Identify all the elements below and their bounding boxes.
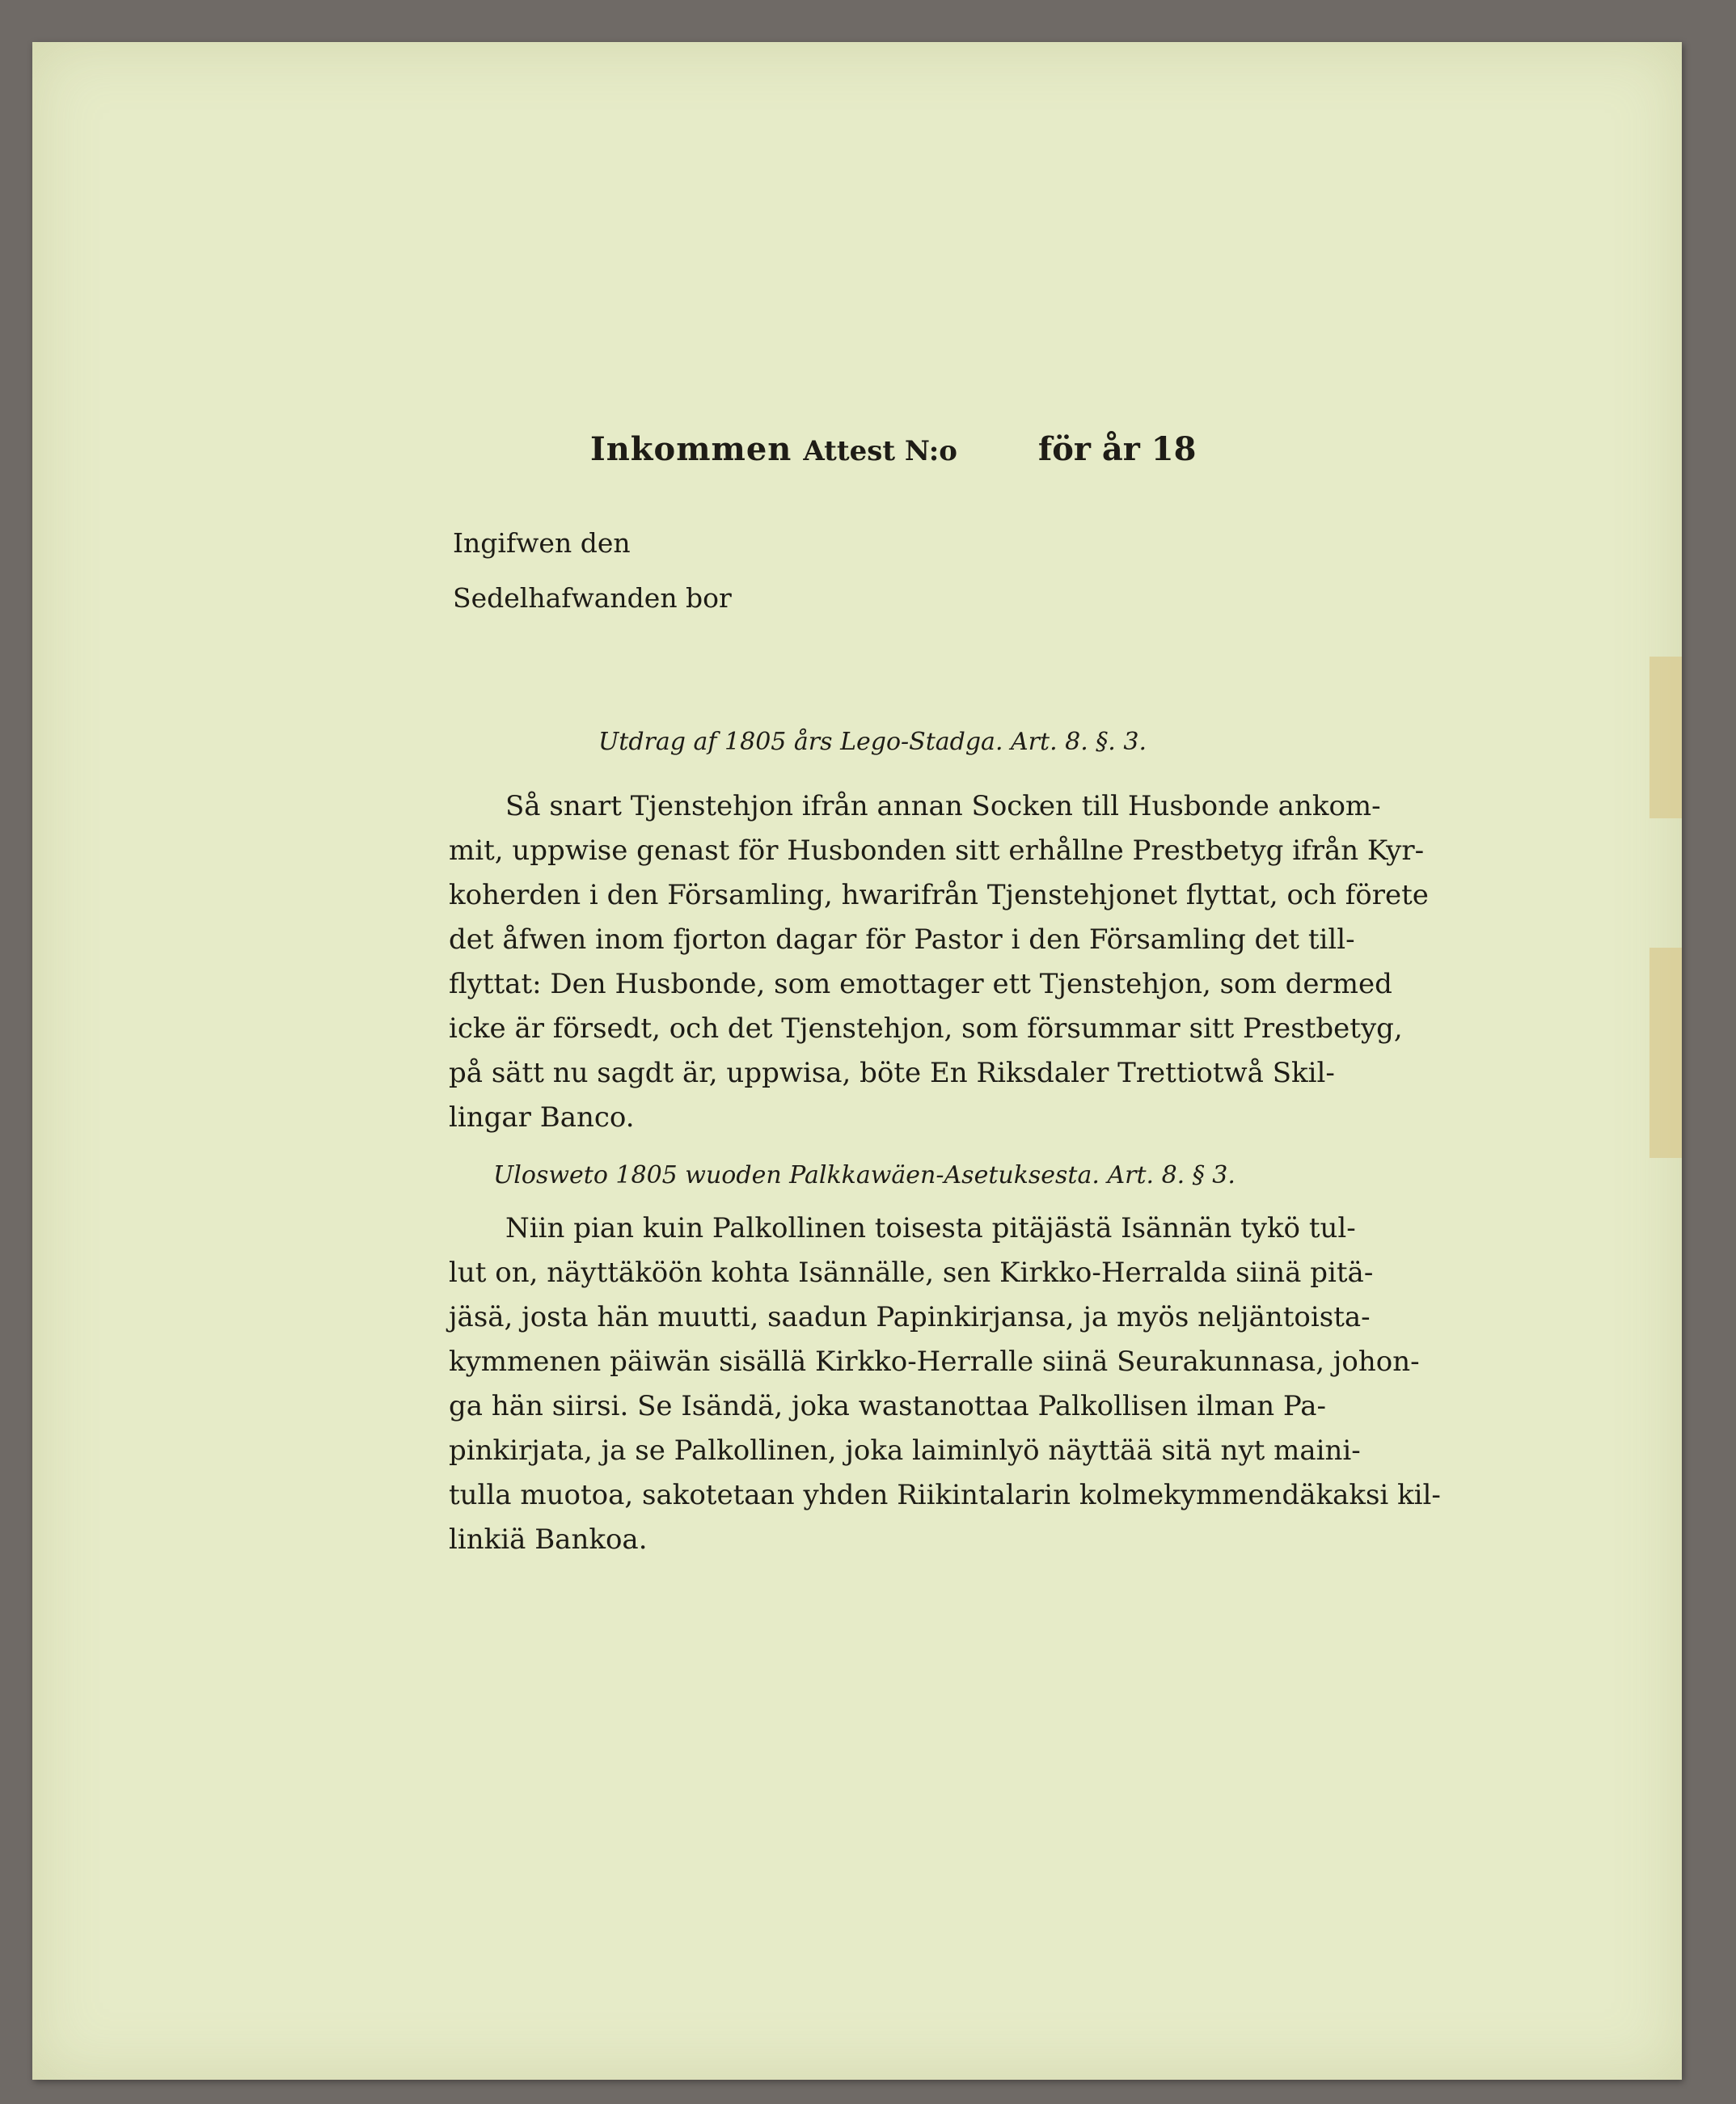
paragraph-line: pinkirjata, ja se Palkollinen, joka laiminlyö näyttää sitä nyt maini- bbox=[449, 1434, 1361, 1467]
swedish-section-title: Utdrag af 1805 års Lego-Stadga. Art. 8. §. 3. bbox=[598, 728, 1147, 756]
field-ingifwen: Ingifwen den bbox=[453, 527, 631, 559]
paragraph-line: flyttat: Den Husbonde, som emottager ett Tjenstehjon, som dermed bbox=[449, 968, 1392, 1000]
finnish-paragraph bbox=[449, 1206, 1443, 1562]
paragraph-line: lut on, näyttäköön kohta Isännälle, sen Kirkko-Herralda siinä pitä- bbox=[449, 1257, 1374, 1289]
paragraph-line: Så snart Tjenstehjon ifrån annan Socken till Husbonde ankom- bbox=[505, 790, 1381, 822]
paragraph-line: tulla muotoa, sakotetaan yhden Riikintalarin kolmekymmendäkaksi kil- bbox=[449, 1479, 1441, 1511]
paper-stain bbox=[1649, 657, 1682, 818]
paragraph-line: jäsä, josta hän muutti, saadun Papinkirjansa, ja myös neljäntoista- bbox=[449, 1301, 1371, 1333]
paragraph-line: Niin pian kuin Palkollinen toisesta pitäjästä Isännän tykö tul- bbox=[505, 1212, 1356, 1244]
paper-stain bbox=[1649, 948, 1682, 1158]
heading-main: Inkommen bbox=[590, 430, 792, 468]
paragraph-line: på sätt nu sagdt är, uppwisa, böte En Riksdaler Trettiotwå Skil- bbox=[449, 1057, 1335, 1089]
document-heading bbox=[590, 430, 1318, 468]
paragraph-line: lingar Banco. bbox=[449, 1101, 635, 1134]
document-sheet bbox=[32, 42, 1682, 2080]
paragraph-line: koherden i den Församling, hwarifrån Tjenstehjonet flyttat, och förete bbox=[449, 879, 1429, 911]
paragraph-line: linkiä Bankoa. bbox=[449, 1523, 648, 1556]
field-sedelhafwanden: Sedelhafwanden bor bbox=[453, 582, 732, 614]
heading-attest: Attest N:o bbox=[803, 435, 957, 467]
paragraph-line: icke är försedt, och det Tjenstehjon, som försummar sitt Prestbetyg, bbox=[449, 1012, 1403, 1045]
paragraph-line: mit, uppwise genast för Husbonden sitt erhållne Prestbetyg ifrån Kyr- bbox=[449, 834, 1425, 867]
paragraph-line: kymmenen päiwän sisällä Kirkko-Herralle siinä Seurakunnasa, johon- bbox=[449, 1346, 1420, 1378]
heading-year: för år 18 bbox=[1037, 430, 1197, 468]
paragraph-line: det åfwen inom fjorton dagar för Pastor i den Församling det till- bbox=[449, 923, 1355, 956]
paragraph-line: ga hän siirsi. Se Isändä, joka wastanottaa Palkollisen ilman Pa- bbox=[449, 1390, 1327, 1422]
finnish-section-title: Ulosweto 1805 wuoden Palkkawäen-Asetuksesta. Art. 8. § 3. bbox=[493, 1161, 1235, 1189]
swedish-paragraph bbox=[449, 784, 1443, 1140]
